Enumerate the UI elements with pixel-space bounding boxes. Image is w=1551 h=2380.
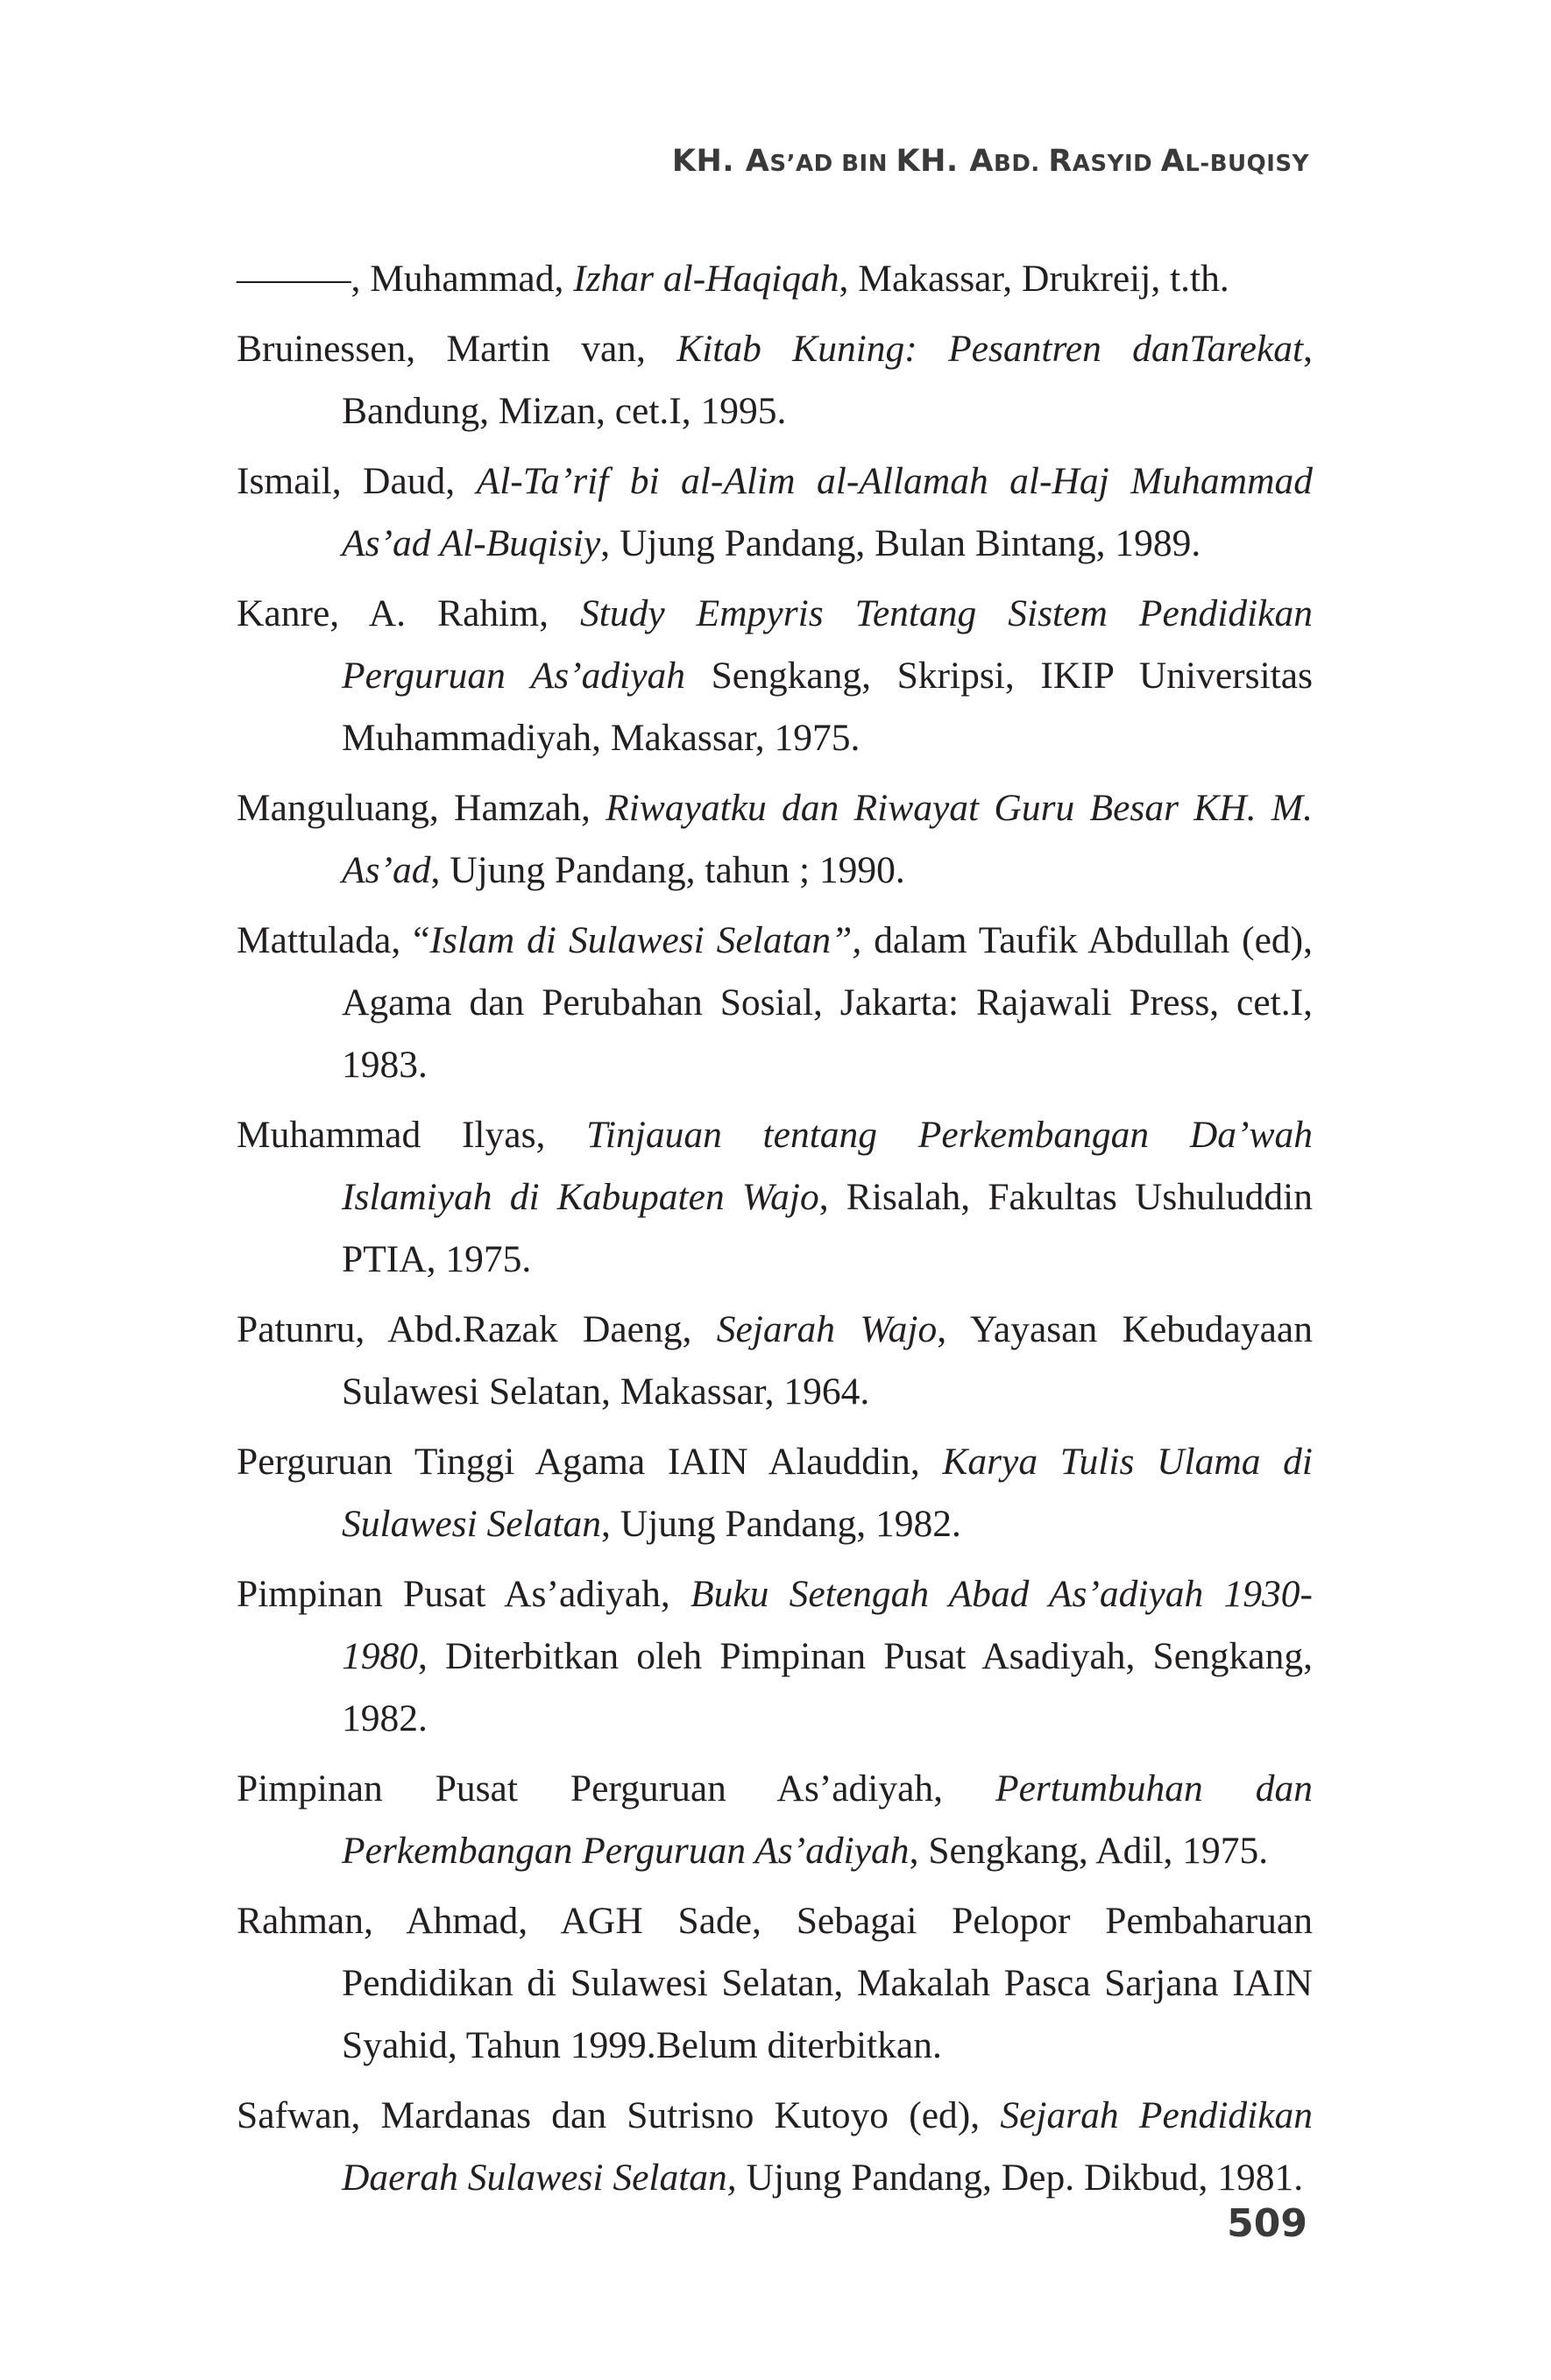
entry-title: Islam di Sulawesi Selatan”, (429, 919, 862, 961)
bibliography-list (237, 248, 1313, 2217)
entry-title: Sejarah Wajo (716, 1308, 938, 1350)
entry-title: Riwayatku dan Riwayat Guru Besar KH. M. As’ad (342, 787, 1313, 891)
bibliography-entry: Mattulada, “Islam di Sulawesi Selatan”, dalam Taufik Abdullah (ed), Agama dan Perubahan Sosial, Jakarta: Rajawali Press, cet.I, 1983. (237, 919, 1314, 1086)
bibliography-entry: Muhammad Ilyas, Tinjauan tentang Perkembangan Da’wah Islamiyah di Kabupaten Wajo, Risalah, Fakultas Ushuluddin PTIA, 1975. (237, 1114, 1313, 1280)
page-number: 509 (1227, 2201, 1307, 2246)
bibliography-entry: Patunru, Abd.Razak Daeng, Sejarah Wajo, Yayasan Kebudayaan Sulawesi Selatan, Makassar, 1964. (237, 1308, 1313, 1413)
entry-title: Pertumbuhan dan Perkembangan Perguruan As’adiyah (342, 1767, 1313, 1872)
bibliography-entry: Bruinessen, Martin van, Kitab Kuning: Pesantren danTarekat, Bandung, Mizan, cet.I, 1995. (237, 328, 1313, 432)
bibliography-entry: ———, Muhammad, Izhar al-Haqiqah, Makassar, Drukreij, t.th. (237, 258, 1229, 300)
bibliography-entry: Rahman, Ahmad, AGH Sade, Sebagai Pelopor Pembaharuan Pendidikan di Sulawesi Selatan, Makalah Pasca Sarjana IAIN Syahid, Tahun 1999.Belum diterbitkan. (237, 1900, 1313, 2066)
bibliography-entry: Ismail, Daud, Al-Ta’rif bi al-Alim al-Allamah al-Haj Muhammad As’ad Al-Buqisiy, Ujung Pandang, Bulan Bintang, 1989. (237, 460, 1314, 564)
bibliography-entry: Safwan, Mardanas dan Sutrisno Kutoyo (ed), Sejarah Pendidikan Daerah Sulawesi Selatan, Ujung Pandang, Dep. Dikbud, 1981. (237, 2094, 1313, 2199)
bibliography-entry: Perguruan Tinggi Agama IAIN Alauddin, Karya Tulis Ulama di Sulawesi Selatan, Ujung Pandang, 1982. (237, 1441, 1313, 1545)
bibliography-entry: Manguluang, Hamzah, Riwayatku dan Riwayat Guru Besar KH. M. As’ad, Ujung Pandang, tahun ; 1990. (237, 787, 1313, 891)
entry-title: Al-Ta’rif bi al-Alim al-Allamah al-Haj Muhammad As’ad Al-Buqisiy (342, 460, 1314, 564)
running-header: KH. AS’AD BIN KH. ABD. RASYID AL-BUQISY (671, 144, 1309, 179)
entry-title: Sejarah Pendidikan Daerah Sulawesi Selatan, (342, 2094, 1313, 2199)
bibliography-entry: Pimpinan Pusat As’adiyah, Buku Setengah Abad As’adiyah 1930-1980, Diterbitkan oleh Pimpinan Pusat Asadiyah, Sengkang, 1982. (237, 1573, 1313, 1739)
entry-title: Karya Tulis Ulama di Sulawesi Selatan (342, 1441, 1313, 1545)
entry-title: Izhar al-Haqiqah (573, 258, 839, 300)
bibliography-entry: Pimpinan Pusat Perguruan As’adiyah, Pertumbuhan dan Perkembangan Perguruan As’adiyah, Sengkang, Adil, 1975. (237, 1767, 1313, 1872)
entry-title: Tinjauan tentang Perkembangan Da’wah Islamiyah di Kabupaten Wajo (342, 1114, 1313, 1218)
entry-title: Kitab Kuning: Pesantren danTarekat (676, 328, 1304, 370)
bibliography-entry: Kanre, A. Rahim, Study Empyris Tentang Sistem Pendidikan Perguruan As’adiyah Sengkang, Skripsi, IKIP Universitas Muhammadiyah, Makassar, 1975. (237, 592, 1314, 759)
entry-title: Buku Setengah Abad As’adiyah 1930-1980 (342, 1573, 1313, 1677)
entry-title: Study Empyris Tentang Sistem Pendidikan Perguruan As’adiyah (342, 592, 1313, 697)
